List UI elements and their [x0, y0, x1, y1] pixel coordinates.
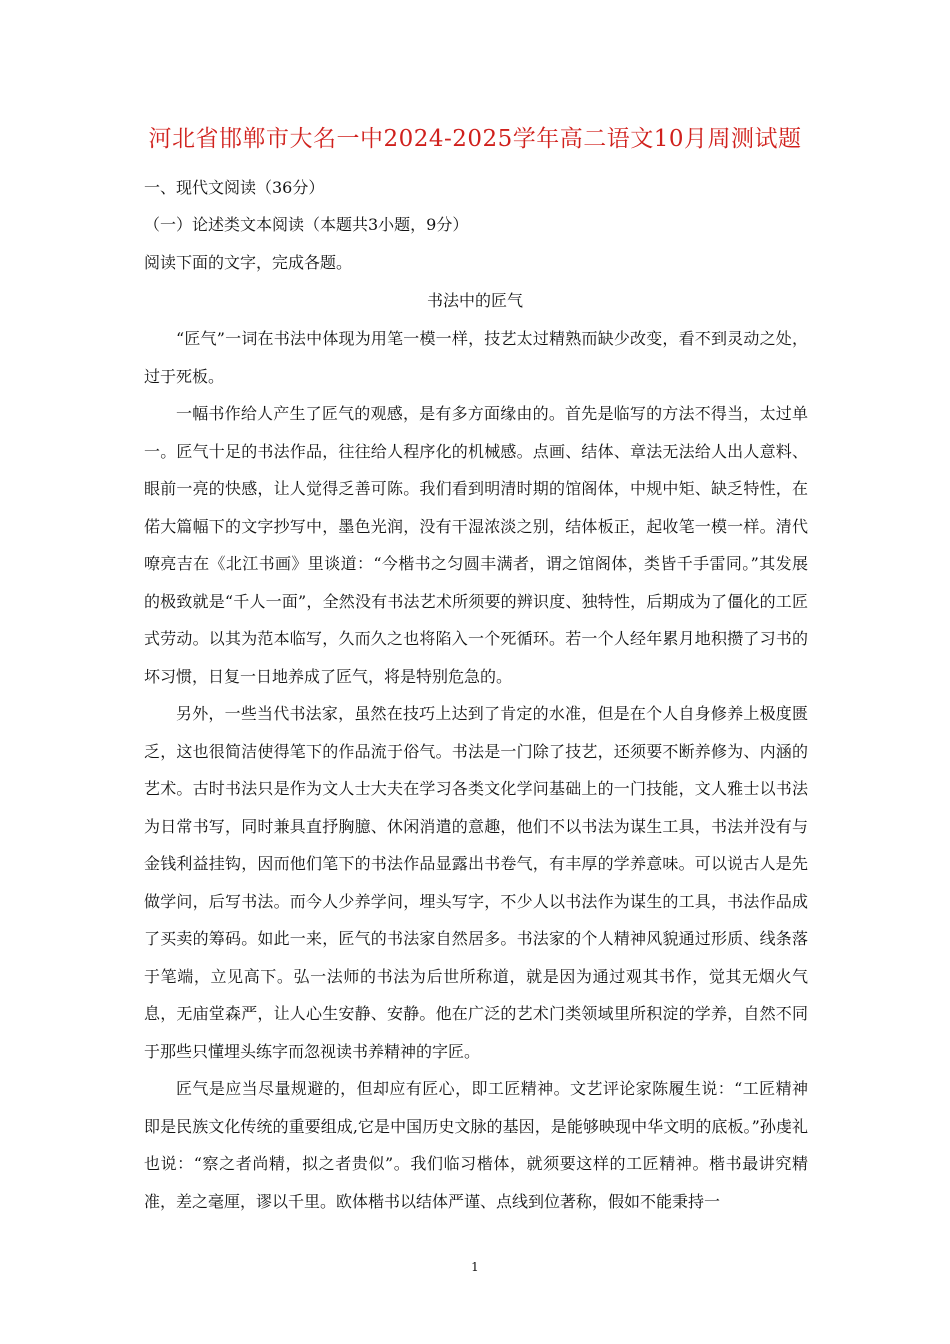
subsection-heading-argumentative: （一）论述类文本阅读（本题共3小题，9分） — [144, 215, 469, 234]
article-title: 书法中的匠气 — [426, 291, 523, 310]
reading-instruction: 阅读下面的文字，完成各题。 — [144, 253, 353, 272]
article-body — [144, 320, 808, 1220]
paragraph-2: 一幅书作给人产生了匠气的观感，是有多方面缘由的。首先是临写的方法不得当，太过单一。匠气十足的书法作品，往往给人程序化的机械感。点画、结体、章法无法给人出人意料、眼前一亮的快感，让人觉得乏善可陈。我们看到明清时期的馆阁体，中规中矩、缺乏特性，在偌大篇幅下的文字抄写中，墨色光润，没有干湿浓淡之别，结体板正，起收笔一模一样。清代嘹亮吉在《北江书画》里谈道：“今楷书之匀圆丰满者，谓之馆阁体，类皆千手雷同。”其发展的极致就是“千人一面”，全然没有书法艺术所须要的辨识度、独特性，后期成为了僵化的工匠式劳动。以其为范本临写，久而久之也将陷入一个死循环。若一个人经年累月地积攒了习书的坏习惯，日复一日地养成了匠气，将是特别危急的。 — [144, 404, 808, 686]
paragraph-3: 另外，一些当代书法家，虽然在技巧上达到了肯定的水准，但是在个人自身修养上极度匮乏，这也很简洁使得笔下的作品流于俗气。书法是一门除了技艺，还须要不断养修为、内涵的艺术。古时书法只是作为文人士大夫在学习各类文化学问基础上的一门技能，文人雅士以书法为日常书写，同时兼具直抒胸臆、休闲消遣的意趣，他们不以书法为谋生工具，书法并没有与金钱利益挂钩，因而他们笔下的书法作品显露出书卷气，有丰厚的学养意味。可以说古人是先做学问，后写书法。而今人少养学问，埋头写字，不少人以书法作为谋生的工具，书法作品成了买卖的筹码。如此一来，匠气的书法家自然居多。书法家的个人精神风貌通过形质、线条落于笔端，立见高下。弘一法师的书法为后世所称道，就是因为通过观其书作，觉其无烟火气息，无庙堂森严，让人心生安静、安静。他在广泛的艺术门类领域里所积淀的学养，自然不同于那些只懂埋头练字而忽视读书养精神的字匠。 — [144, 704, 808, 1061]
document-title: 河北省邯郸市大名一中2024-2025学年高二语文10月周测试题 — [148, 126, 802, 152]
paragraph-1: “匠气”一词在书法中体现为用笔一模一样，技艺太过精熟而缺少改变，看不到灵动之处，过于死板。 — [144, 329, 808, 386]
paragraph-4: 匠气是应当尽量规避的，但却应有匠心，即工匠精神。文艺评论家陈履生说：“工匠精神即是民族文化传统的重要组成,它是中国历史文脉的基因，是能够映现中华文明的底板。”孙虔礼也说：“察之者尚精，拟之者贵似”。我们临习楷体，就须要这样的工匠精神。楷书最讲究精准，差之毫厘，谬以千里。欧体楷书以结体严谨、点线到位著称，假如不能秉持一 — [144, 1079, 808, 1211]
section-heading-modern-reading: 一、现代文阅读（36分） — [144, 178, 325, 197]
page-number: 1 — [471, 1260, 479, 1274]
